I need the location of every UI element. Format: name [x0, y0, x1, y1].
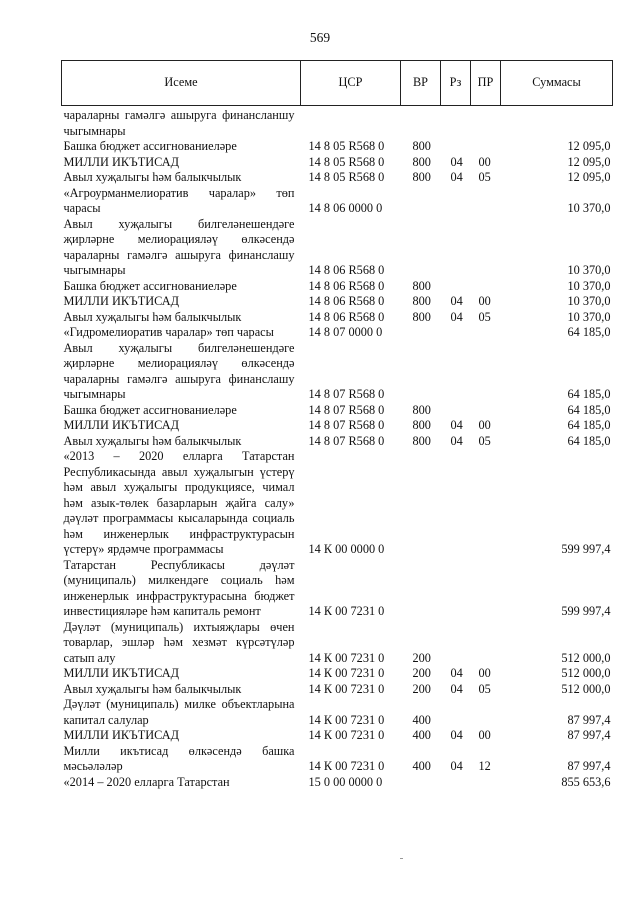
row-vr: 200: [412, 666, 431, 680]
row-name: Милли икътисад өлкәсендә башка мәсьәләләр: [63, 743, 295, 773]
row-pr: [471, 449, 501, 558]
row-name: «Агроурманмелиоратив чаралар» төп чарасы: [63, 185, 295, 215]
row-pr: [471, 279, 501, 295]
row-vr: [401, 341, 441, 403]
row-rz: 04: [450, 728, 463, 742]
row-sum: 87 997,4: [567, 712, 611, 727]
header-csr: ЦСР: [301, 61, 401, 106]
row-rz: [441, 186, 471, 217]
budget-table: [61, 60, 613, 790]
table-row: [62, 620, 613, 667]
row-vr: 800: [412, 278, 431, 293]
row-sum: 12 095,0: [567, 154, 611, 169]
row-csr: [301, 106, 401, 140]
row-pr: [471, 186, 501, 217]
row-sum: 512 000,0: [561, 650, 611, 665]
row-name: Башка бюджет ассигнованиеләре: [63, 278, 237, 293]
row-sum: 64 185,0: [567, 325, 611, 339]
table-header-row: [62, 61, 613, 106]
table-row: [62, 279, 613, 295]
row-name: «2014 – 2020 елларга Татарстан: [63, 774, 230, 789]
row-vr: [401, 325, 441, 341]
row-sum: 10 370,0: [567, 201, 611, 215]
row-csr: 14 8 07 R568 0: [308, 418, 385, 432]
row-pr: [471, 139, 501, 155]
row-sum: 10 370,0: [567, 294, 611, 308]
row-csr: 14 8 07 0000 0: [308, 325, 383, 339]
row-csr: 14 8 05 R568 0: [308, 170, 385, 184]
row-sum: 599 997,4: [561, 542, 611, 556]
row-sum: 855 653,6: [561, 774, 611, 789]
row-rz: [441, 449, 471, 558]
row-rz: 04: [450, 759, 463, 773]
row-csr: 14 8 05 R568 0: [308, 154, 385, 169]
row-csr: 14 К 00 7231 0: [308, 650, 385, 665]
row-csr: 14 К 00 0000 0: [308, 542, 385, 556]
row-vr: 800: [412, 418, 431, 432]
table-row: [62, 139, 613, 155]
row-rz: [441, 775, 471, 791]
row-vr: [401, 775, 441, 791]
row-vr: 800: [412, 309, 431, 324]
row-rz: 04: [450, 170, 463, 184]
scan-mark: [400, 858, 403, 859]
row-rz: [441, 620, 471, 667]
row-name: Авыл хуҗалыгы һәм балыкчылык: [63, 681, 242, 696]
row-vr: [401, 217, 441, 279]
row-vr: 200: [412, 681, 431, 696]
row-csr: 14 К 00 7231 0: [308, 681, 385, 696]
table-row: [62, 744, 613, 775]
row-name: Авыл хуҗалыгы һәм балыкчылык: [63, 309, 242, 324]
row-vr: 800: [412, 402, 431, 417]
row-name: Башка бюджет ассигнованиеләре: [63, 139, 237, 153]
row-sum: [501, 106, 613, 140]
row-sum: 12 095,0: [567, 170, 611, 184]
table-row: [62, 310, 613, 326]
table-row: [62, 403, 613, 419]
row-name: Дәүләт (муниципаль) милке объектларына капитал салулар: [63, 697, 295, 727]
row-name: Авыл хуҗалыгы билгеләнешендәге җирләрне мелиорацияләү өлкәсендә чараларны гамәлгә ашыруга финанслашу чыгымнары: [63, 340, 295, 401]
row-name: Татарстан Республикасы дәүләт (муниципаль) милкендәге социаль һәм инженерлык инфраструктурасына бюджет инвестицияләре һәм капиталь ремонт: [63, 557, 295, 618]
row-pr: [471, 775, 501, 791]
row-csr: 14 8 07 R568 0: [308, 387, 385, 401]
row-csr: 14 8 06 R568 0: [308, 294, 385, 308]
row-name: чараларны гамәлгә ашыруга финансланшу чыгымнары: [63, 108, 295, 138]
row-pr: [471, 403, 501, 419]
row-pr: 05: [478, 309, 491, 324]
header-name: Исеме: [62, 61, 301, 106]
row-pr: 12: [478, 759, 491, 773]
row-sum: 64 185,0: [567, 402, 611, 417]
row-sum: 64 185,0: [567, 387, 611, 401]
row-csr: 14 8 06 0000 0: [308, 201, 383, 215]
row-rz: [441, 279, 471, 295]
row-rz: 04: [450, 666, 463, 680]
row-pr: 00: [478, 294, 491, 308]
row-sum: 10 370,0: [567, 309, 611, 324]
row-name: МИЛЛИ ИКЪТИСАД: [63, 294, 179, 308]
row-rz: [441, 106, 471, 140]
row-pr: [471, 697, 501, 728]
row-rz: [441, 403, 471, 419]
row-csr: 14 8 05 R568 0: [308, 139, 385, 153]
table-body: [62, 106, 613, 791]
row-rz: [441, 139, 471, 155]
table-row: [62, 186, 613, 217]
row-name: Авыл хуҗалыгы һәм балыкчылык: [63, 170, 242, 184]
row-name: Авыл хуҗалыгы һәм балыкчылык: [63, 433, 242, 448]
row-name: «2013 – 2020 елларга Татарстан Республикасында авыл хуҗалыгын үстерү һәм авыл хуҗалыгы продукциясе, чимал һәм азык-төлек базарларын җайга салу» дәүләт программасы кысаларында социаль һәм инженерлык инфраструктурасын үстерү» ярдәмче программасы: [63, 449, 295, 556]
row-vr: [401, 449, 441, 558]
row-rz: [441, 558, 471, 620]
row-rz: 04: [450, 433, 463, 448]
table-row: [62, 434, 613, 450]
row-pr: 00: [478, 666, 491, 680]
row-name: МИЛЛИ ИКЪТИСАД: [63, 418, 179, 432]
row-vr: 800: [412, 294, 431, 308]
row-sum: 10 370,0: [567, 263, 611, 277]
table-row: [62, 155, 613, 171]
row-csr: 14 8 07 R568 0: [308, 433, 385, 448]
row-csr: 14 8 06 R568 0: [308, 278, 385, 293]
row-vr: 200: [412, 650, 431, 665]
row-rz: 04: [450, 294, 463, 308]
row-name: МИЛЛИ ИКЪТИСАД: [63, 728, 179, 742]
header-vr: ВР: [401, 61, 441, 106]
row-pr: 00: [478, 154, 491, 169]
row-rz: [441, 341, 471, 403]
row-pr: 05: [478, 170, 491, 184]
row-sum: 512 000,0: [561, 666, 611, 680]
row-pr: [471, 341, 501, 403]
row-sum: 599 997,4: [561, 604, 611, 618]
row-sum: 64 185,0: [567, 433, 611, 448]
row-pr: 05: [478, 681, 491, 696]
row-rz: 04: [450, 154, 463, 169]
row-name: МИЛЛИ ИКЪТИСАД: [63, 666, 179, 680]
row-vr: 400: [412, 728, 431, 742]
row-pr: 00: [478, 728, 491, 742]
row-csr: 14 К 00 7231 0: [308, 728, 385, 742]
row-sum: 64 185,0: [567, 418, 611, 432]
row-sum: 12 095,0: [567, 139, 611, 153]
row-name: МИЛЛИ ИКЪТИСАД: [63, 154, 179, 169]
row-pr: [471, 106, 501, 140]
row-csr: 14 8 06 R568 0: [308, 263, 385, 277]
row-rz: [441, 217, 471, 279]
row-csr: 14 8 06 R568 0: [308, 309, 385, 324]
row-vr: 800: [412, 170, 431, 184]
row-name: Авыл хуҗалыгы билгеләнешендәге җирләрне мелиорацияләү өлкәсендә чараларны гамәлгә ашыруга финанслашу чыгымнары: [63, 216, 295, 277]
table-row: [62, 775, 613, 791]
page-number: 569: [309, 30, 331, 45]
row-name: Дәүләт (муниципаль) ихтыяҗлары өчен товарлар, эшләр һәм хезмәт күрсәтүләр сатып алу: [63, 619, 295, 665]
row-csr: 14 К 00 7231 0: [308, 759, 385, 773]
row-rz: 04: [450, 418, 463, 432]
row-rz: 04: [450, 309, 463, 324]
row-pr: [471, 558, 501, 620]
table-row: [62, 697, 613, 728]
row-vr: 800: [412, 139, 431, 153]
row-sum: 10 370,0: [567, 278, 611, 293]
row-name: Башка бюджет ассигнованиеләре: [63, 402, 237, 417]
table-row: [62, 341, 613, 403]
row-csr: 14 К 00 7231 0: [308, 666, 385, 680]
row-sum: 512 000,0: [561, 681, 611, 696]
row-vr: [401, 186, 441, 217]
row-vr: 800: [412, 433, 431, 448]
row-rz: [441, 325, 471, 341]
table-row: [62, 294, 613, 310]
row-pr: 00: [478, 418, 491, 432]
row-name: «Гидромелиоратив чаралар» төп чарасы: [63, 325, 274, 339]
table-row: [62, 558, 613, 620]
row-rz: [441, 697, 471, 728]
row-pr: [471, 217, 501, 279]
table-row: [62, 666, 613, 682]
table-row: [62, 325, 613, 341]
table-row: [62, 449, 613, 558]
row-vr: 400: [412, 759, 431, 773]
row-pr: 05: [478, 433, 491, 448]
row-vr: 800: [412, 154, 431, 169]
row-vr: [401, 558, 441, 620]
row-csr: 14 К 00 7231 0: [308, 604, 385, 618]
row-vr: [401, 106, 441, 140]
table-row: [62, 170, 613, 186]
header-pr: ПР: [471, 61, 501, 106]
table-row: [62, 418, 613, 434]
row-pr: [471, 620, 501, 667]
table-row: [62, 682, 613, 698]
row-sum: 87 997,4: [567, 759, 611, 773]
table-row: [62, 106, 613, 140]
row-csr: 14 К 00 7231 0: [308, 712, 385, 727]
row-csr: 15 0 00 0000 0: [308, 774, 383, 789]
row-sum: 87 997,4: [567, 728, 611, 742]
table-row: [62, 217, 613, 279]
header-rz: Рз: [441, 61, 471, 106]
header-sum: Суммасы: [501, 61, 613, 106]
row-rz: 04: [450, 681, 463, 696]
table-row: [62, 728, 613, 744]
row-pr: [471, 325, 501, 341]
row-vr: 400: [412, 712, 431, 727]
row-csr: 14 8 07 R568 0: [308, 402, 385, 417]
